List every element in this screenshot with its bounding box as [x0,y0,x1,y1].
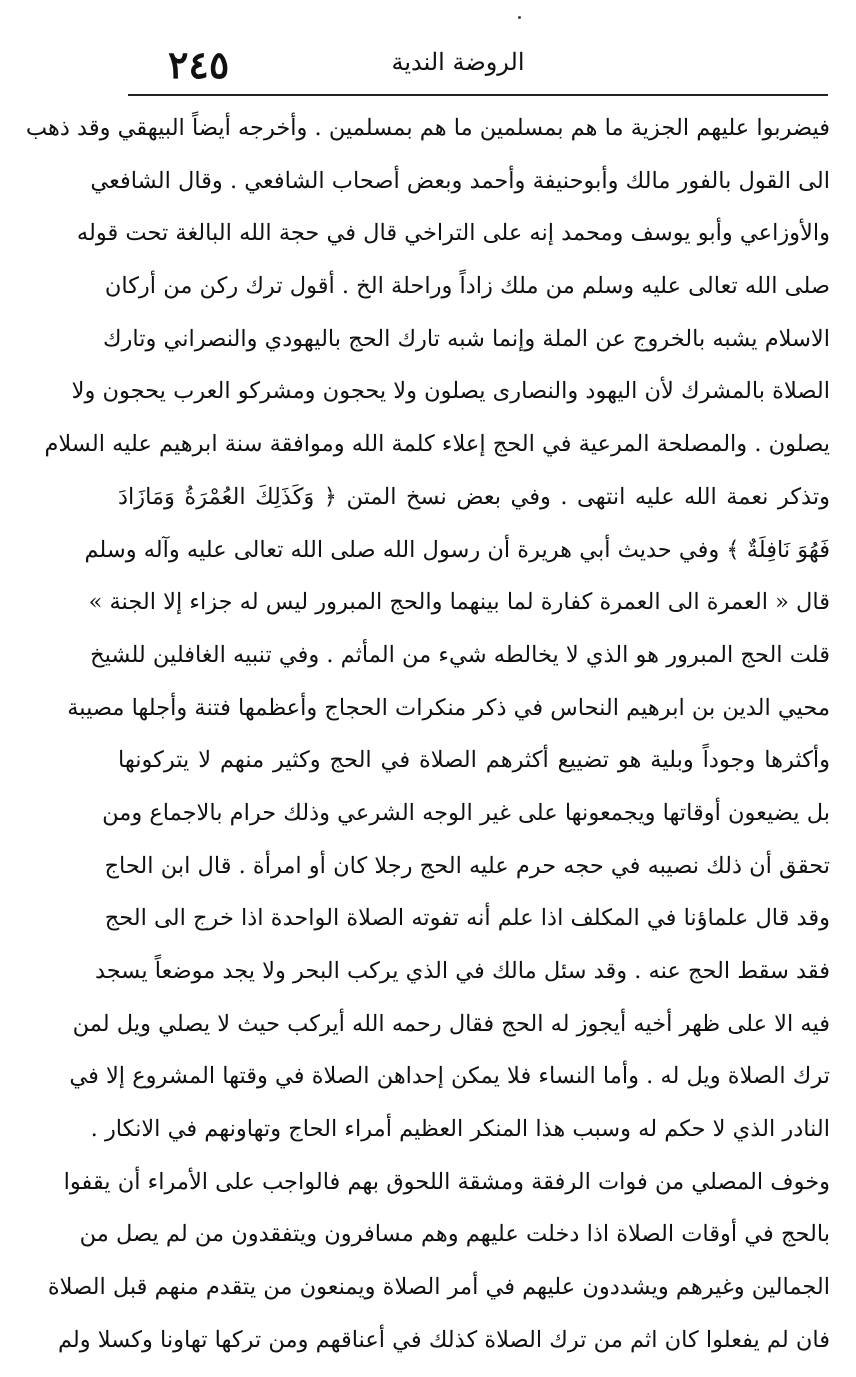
text-line: تحقق أن ذلك نصيبه في حجه حرم عليه الحج رجلا كان أو امرأة . قال ابن الحاج [104,852,830,879]
page-number: ٢٤٥ [168,42,230,87]
text-line: يصلون . والمصلحة المرعية في الحج إعلاء كلمة الله وموافقة سنة ابرهيم عليه السلام [44,431,830,458]
text-line: الى القول بالفور مالك وأبوحنيفة وأحمد وبعض أصحاب الشافعي . وقال الشافعي [90,167,830,194]
text-line: الجمالين وغيرهم ويشددون عليهم في أمر الصلاة ويمنعون من يتقدم منهم قبل الصلاة [47,1274,830,1301]
running-title: الروضة الندية [391,48,525,76]
body-text [25,102,830,1367]
text-line: قلت الحج المبرور هو الذي لا يخالطه شيء من المأثم . وفي تنبيه الغافلين للشيخ [90,641,830,668]
text-line: فان لم يفعلوا كان اثم من ترك الصلاة كذلك في أعناقهم ومن تركها تهاونا وكسلا ولم [57,1326,830,1353]
text-line: وخوف المصلي من فوات الرفقة ومشقة اللحوق بهم فالواجب على الأمراء أن يقفوا [63,1168,830,1195]
text-line: ترك الصلاة ويل له . وأما النساء فلا يمكن إحداهن الصلاة في وقتها المشروع إلا في [69,1063,830,1090]
text-line: وأكثرها وجوداً وبلية هو تضييع أكثرهم الصلاة في الحج وكثير منهم لا يتركونها [118,747,830,774]
page-header [128,38,828,94]
text-line: محيي الدين بن ابرهيم النحاس في ذكر منكرات الحجاج وأعظمها فتنة وأجلها مصيبة [67,694,830,721]
text-line: قال « العمرة الى العمرة كفارة لما بينهما والحج المبرور ليس له جزاء إلا الجنة » [88,589,830,616]
text-line: والأوزاعي وأبو يوسف ومحمد إنه على التراخي قال في حجة الله البالغة تحت قوله [76,220,830,247]
text-line: بل يضيعون أوقاتها ويجمعونها على غير الوجه الشرعي وذلك حرام بالاجماع ومن [102,799,830,826]
text-line: وتذكر نعمة الله عليه انتهى . وفي بعض نسخ المتن ﴿ وَكَذَلِكَ العُمْرَةُ وَمَازَادَ [118,483,830,510]
text-line: فقد سقط الحج عنه . وقد سئل مالك في الذي يركب البحر ولا يجد موضعاً يسجد [94,958,830,984]
text-line: وقد قال علماؤنا في المكلف اذا علم أنه تفوته الصلاة الواحدة اذا خرج الى الحج [104,905,830,932]
ink-speck [518,16,521,19]
text-line: فَهُوَ نَافِلَةٌ ﴾ وفي حديث أبي هريرة أن رسول الله صلى الله تعالى عليه وآله وسلم [84,536,830,563]
header-rule [128,94,828,96]
text-line: صلى الله تعالى عليه وسلم من ملك زاداً وراحلة الخ . أقول ترك ركن من أركان [104,273,830,300]
text-line: الصلاة بالمشرك لأن اليهود والنصارى يصلون ولا يحجون ومشركو العرب يحجون ولا [71,378,830,405]
text-line: الاسلام يشبه بالخروج عن الملة وإنما شبه تارك الحج باليهودي والنصراني وتارك [103,325,830,352]
text-line: النادر الذي لا حكم له وسبب هذا المنكر العظيم أمراء الحاج وتهاونهم في الانكار . [90,1116,830,1143]
text-line: بالحج في أوقات الصلاة اذا دخلت عليهم وهم مسافرون ويتفقدون من لم يصل من [79,1221,830,1248]
text-line: فيه الا على ظهر أخيه أيجوز له الحج فقال رحمه الله أيركب حيث لا يصلي ويل لمن [72,1010,830,1037]
text-line: فيضربوا عليهم الجزية ما هم بمسلمين ما هم بمسلمين . وأخرجه أيضاً البيهقي وقد ذهب [25,115,830,141]
